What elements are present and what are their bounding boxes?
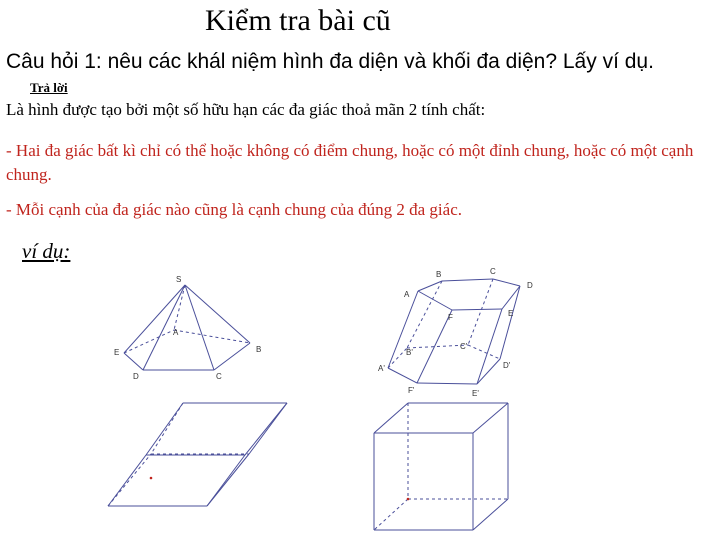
vertex-label: D xyxy=(527,281,533,290)
vertex-label: E xyxy=(508,309,514,318)
example-label: ví dụ: xyxy=(22,239,71,263)
question-text: Câu hỏi 1: nêu các khál niệm hình đa diện và khối đa diện? Lấy ví dụ. xyxy=(6,50,654,73)
vertex-label: D' xyxy=(503,361,511,370)
vertex-label: B xyxy=(256,345,262,354)
prism-figure xyxy=(378,267,533,398)
answer-label: Trả lời xyxy=(30,80,68,95)
vertex-label: C' xyxy=(460,342,468,351)
vertex-label: C xyxy=(490,267,496,276)
vertex-label: S xyxy=(176,275,182,284)
property-bullet-1: - Hai đa giác bất kì chỉ có thể hoặc không có điểm chung, hoặc có một đỉnh chung, hoặc có một cạnh chung. xyxy=(6,141,694,184)
vertex-label: A xyxy=(173,328,179,337)
parallelepiped-figure xyxy=(108,403,287,506)
vertex-label: B xyxy=(436,270,442,279)
answer-text: Là hình được tạo bởi một số hữu hạn các đa giác thoả mãn 2 tính chất: xyxy=(6,100,486,119)
vertex-label: A' xyxy=(378,364,385,373)
vertex-label: F xyxy=(448,313,453,322)
vertex-label: E' xyxy=(472,389,479,398)
cube-figure xyxy=(374,403,508,530)
vertex-label: E xyxy=(114,348,120,357)
property-bullet-2: - Mỗi cạnh của đa giác nào cũng là cạnh chung của đúng 2 đa giác. xyxy=(6,200,462,219)
vertex-label: D xyxy=(133,372,139,381)
vertex-label: C xyxy=(216,372,222,381)
pyramid-figure xyxy=(114,275,261,381)
page-title: Kiểm tra bài cũ xyxy=(205,4,391,37)
vertex-label: B' xyxy=(406,348,413,357)
vertex-label: F' xyxy=(408,386,415,395)
vertex-label: A xyxy=(404,290,410,299)
